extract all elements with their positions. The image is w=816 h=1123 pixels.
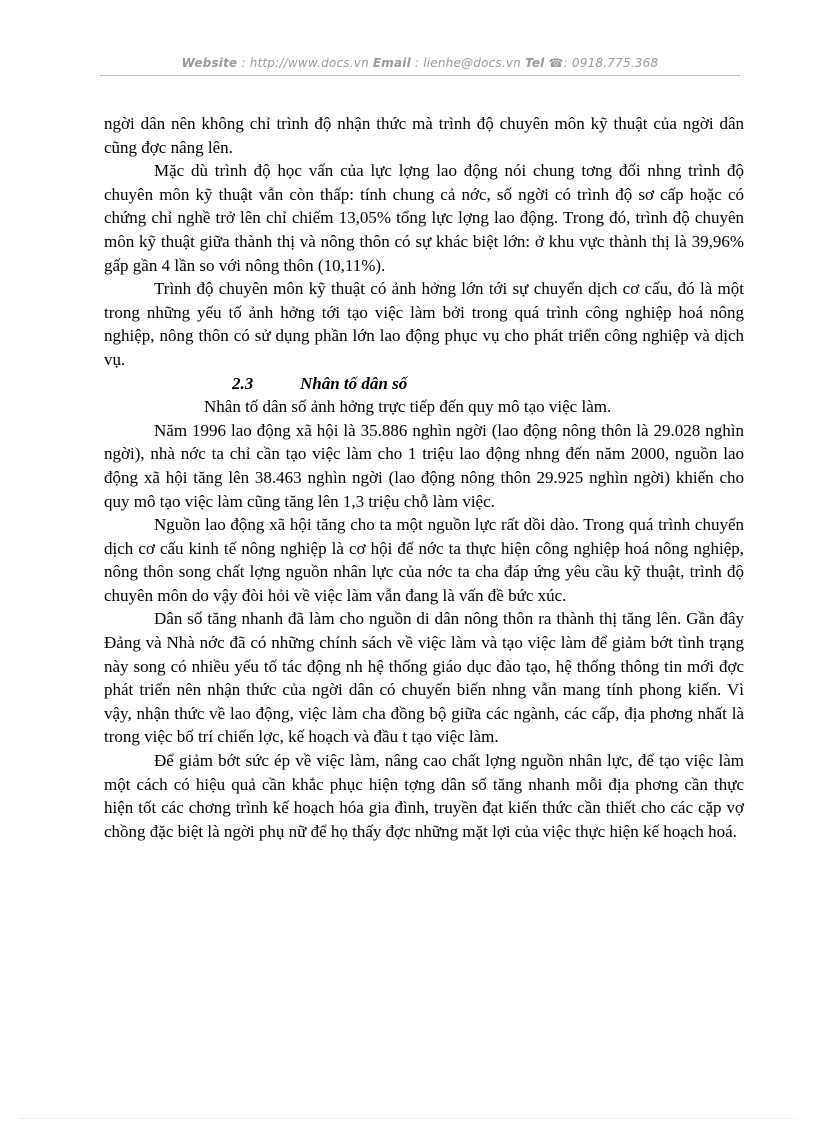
header-divider bbox=[100, 75, 740, 76]
paragraph-8: Để giảm bớt sức ép về việc làm, nâng cao chất lợng nguồn nhân lực, để tạo việc làm một cách có hiệu quả cần khắc phục hiện tợng dân số tăng nhanh mỗi địa phơng cần thực hiện tốt các chơng trình kế hoạch hóa gia đình, truyền đạt kiến thức cần thiết cho các cặp vợ chồng đặc biệt là ngời phụ nữ để họ thấy đợc những mặt lợi của việc thực hiện kế hoạch hoá. bbox=[104, 751, 744, 841]
footer-divider bbox=[20, 1118, 796, 1119]
paragraph-2: Mặc dù trình độ học vấn của lực lợng lao động nói chung tơng đối nhng trình độ chuyên môn kỹ thuật vẫn còn thấp: tính chung cả nớc, số ngời có trình độ sơ cấp hoặc có chứng chỉ nghề trở lên chỉ chiếm 13,05% tổng lực lợng lao động. Trong đó, trình độ chuyên môn kỹ thuật giữa thành thị và nông thôn có sự khác biệt lớn: ở khu vực thành thị là 39,96% gấp gần 4 lần so với nông thôn (10,11%). bbox=[104, 161, 744, 275]
section-title: Nhân tố dân số bbox=[300, 373, 408, 393]
section-heading bbox=[104, 372, 744, 396]
email-label: Email bbox=[372, 56, 411, 70]
paragraph-5: Năm 1996 lao động xã hội là 35.886 nghìn ngời (lao động nông thôn là 29.028 nghìn ngời), nhà nớc ta chỉ cần tạo việc làm cho 1 triệu lao động nhng đến năm 2000, nguồn lao động xã hội tăng lên 38.463 nghìn ngời (lao động nông thôn 29.925 nghìn ngời) khiến cho quy mô tạo việc làm cũng tăng lên 1,3 triệu chỗ làm việc. bbox=[104, 420, 744, 511]
email-link[interactable]: lienhe@docs.vn bbox=[423, 56, 521, 70]
paragraph-1: ngời dân nên không chỉ trình độ nhận thức mà trình độ chuyên môn kỹ thuật của ngời dân cũng đợc nâng lên. bbox=[104, 114, 744, 157]
document-body bbox=[104, 112, 744, 843]
paragraph-6: Nguồn lao động xã hội tăng cho ta một nguồn lực rất dồi dào. Trong quá trình chuyển dịch cơ cấu kinh tế nông nghiệp là cơ hội để nớc ta thực hiện công nghiệp hoá nông nghiệp, nông thôn song chất lợng nguồn nhân lực của nớc ta cha đáp ứng yêu cầu kỹ thuật, trình độ chuyên môn do vậy đòi hỏi về việc làm vẫn đang là vấn đề bức xúc. bbox=[104, 515, 744, 605]
page-header bbox=[100, 56, 740, 70]
email-separator: : bbox=[410, 56, 424, 70]
paragraph-4: Nhân tố dân số ảnh hởng trực tiếp đến quy mô tạo việc làm. bbox=[204, 397, 612, 417]
tel-value: : 0918.775.368 bbox=[563, 56, 659, 70]
paragraph-7: Dân số tăng nhanh đã làm cho nguồn di dân nông thôn ra thành thị tăng lên. Gần đây Đảng và Nhà nớc đã có những chính sách về việc làm và tạo việc làm để giảm bớt tình trạng này song có nhiều yếu tố tác động nh hệ thống giáo dục đào tạo, hệ thống thông tin mới đợc phát triển nên nhận thức của ngời dân có chuyển biến nhng vẫn mang tính phong kiến. Vì vậy, nhận thức về lao động, việc làm cha đồng bộ giữa các ngành, các cấp, địa phơng nhất là trong việc bố trí chiến lợc, kế hoạch và đầu t tạo việc làm. bbox=[104, 609, 744, 747]
website-url-link[interactable]: http://www.docs.vn bbox=[249, 56, 369, 70]
paragraph-3: Trình độ chuyên môn kỹ thuật có ảnh hởng lớn tới sự chuyển dịch cơ cấu, đó là một trong những yếu tố ảnh hởng tới tạo việc làm bởi trong quá trình công nghiệp hoá nông nghiệp, nông thôn có sử dụng phần lớn lao động phục vụ cho phát triển công nghiệp và dịch vụ. bbox=[104, 279, 744, 369]
website-label: Website bbox=[181, 56, 238, 70]
phone-icon: ☎ bbox=[548, 56, 564, 70]
tel-label: Tel bbox=[525, 56, 545, 70]
section-number: 2.3 bbox=[232, 373, 254, 393]
website-separator: : bbox=[237, 56, 250, 70]
